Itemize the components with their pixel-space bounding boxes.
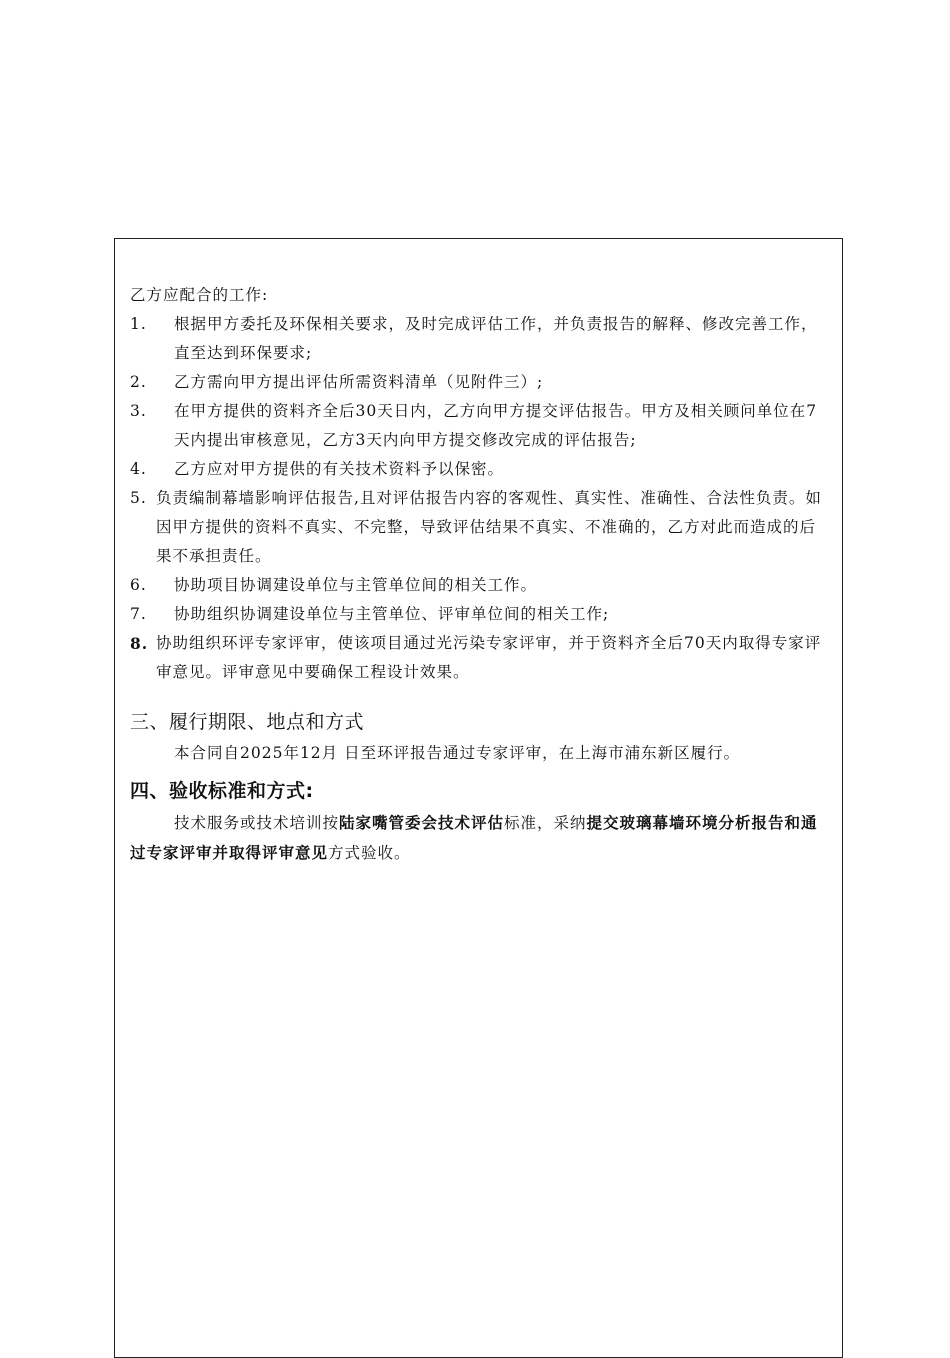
acceptance-text-2: 标准，采纳 — [504, 814, 587, 832]
item-number: 3. — [130, 402, 147, 420]
list-item — [130, 571, 830, 600]
section-heading-acceptance: 四、验收标准和方式: — [130, 780, 314, 802]
list-item — [130, 397, 830, 455]
item-number: 5. — [130, 489, 147, 507]
section-paragraph-acceptance — [130, 808, 830, 868]
contract-frame — [114, 238, 843, 1358]
section-paragraph-performance: 本合同自2025年12月 日至环评报告通过专家评审，在上海市浦东新区履行。 — [174, 744, 741, 762]
item-text: 根据甲方委托及环保相关要求，及时完成评估工作，并负责报告的解释、修改完善工作，直至达到环保要求; — [174, 315, 818, 362]
list-item — [130, 629, 830, 687]
item-number: 4. — [130, 460, 147, 478]
item-text: 乙方需向甲方提出评估所需资料清单（见附件三）; — [174, 373, 544, 391]
list-item — [130, 600, 830, 629]
item-text: 在甲方提供的资料齐全后30天日内，乙方向甲方提交评估报告。甲方及相关顾问单位在7天内提出审核意见，乙方3天内向甲方提交修改完成的评估报告; — [174, 402, 818, 449]
acceptance-method: 提交玻璃幕墙环境分析报告和通过专家评审并取得评审意见 — [130, 813, 818, 862]
item-text: 协助组织协调建设单位与主管单位、评审单位间的相关工作; — [174, 605, 610, 623]
list-item — [130, 484, 830, 571]
acceptance-standard: 陆家嘴管委会技术评估 — [339, 813, 505, 832]
section-heading-performance: 三、履行期限、地点和方式 — [130, 711, 365, 733]
list-item — [130, 455, 830, 484]
list-item — [130, 310, 830, 368]
intro-line: 乙方应配合的工作: — [130, 286, 269, 304]
item-number: 8. — [130, 634, 149, 653]
item-number: 2. — [130, 373, 147, 391]
item-number: 6. — [130, 576, 147, 594]
item-number: 7. — [130, 605, 147, 623]
acceptance-text-1: 技术服务或技术培训按 — [174, 814, 340, 832]
item-text: 乙方应对甲方提供的有关技术资料予以保密。 — [174, 460, 505, 478]
item-text: 协助组织环评专家评审，使该项目通过光污染专家评审，并于资料齐全后70天内取得专家评审意见。评审意见中要确保工程设计效果。 — [156, 634, 822, 681]
item-text: 负责编制幕墙影响评估报告,且对评估报告内容的客观性、真实性、准确性、合法性负责。如因甲方提供的资料不真实、不完整，导致评估结果不真实、不准确的，乙方对此而造成的后果不承担责任。 — [156, 489, 822, 565]
list-item — [130, 368, 830, 397]
item-number: 1. — [130, 315, 147, 333]
contract-content — [130, 281, 830, 868]
acceptance-text-3: 方式验收。 — [328, 844, 411, 862]
item-text: 协助项目协调建设单位与主管单位间的相关工作。 — [174, 576, 538, 594]
